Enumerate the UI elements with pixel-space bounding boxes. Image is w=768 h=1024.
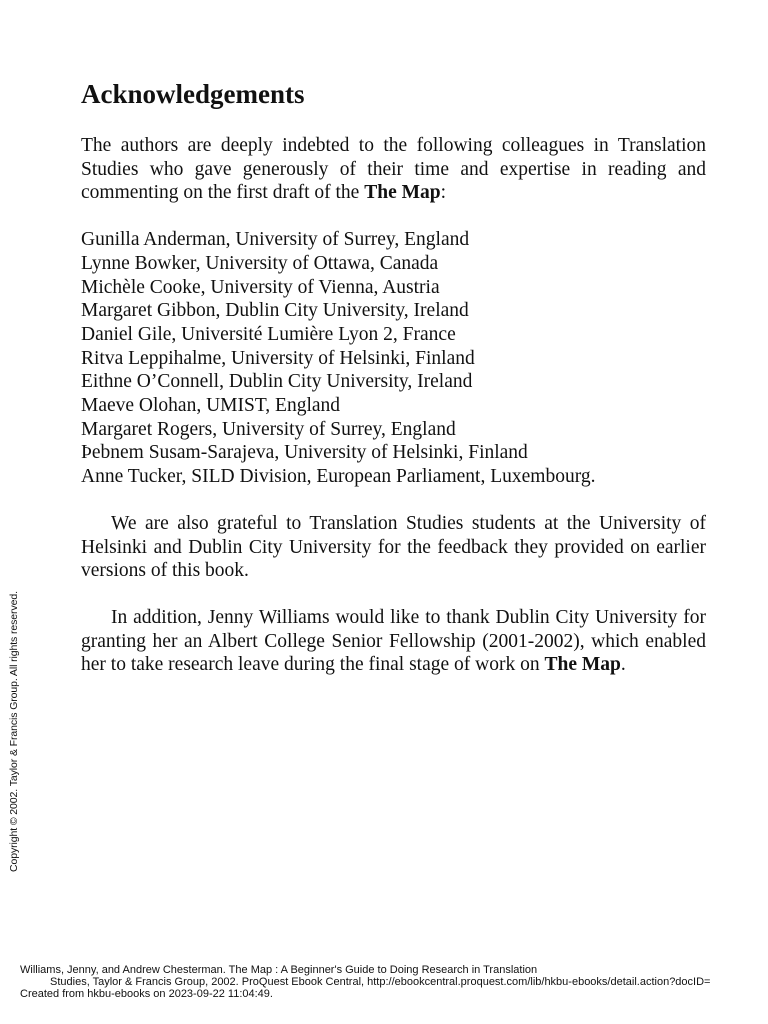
list-item: Maeve Olohan, UMIST, England bbox=[81, 395, 341, 417]
fellowship-text: In addition, Jenny Williams would like to thank Dublin City University for granting her an Albert College Senior Fellowship (2001-2002), which enabled her to take research leave during the final stage of work on bbox=[81, 606, 706, 676]
citation-footer bbox=[20, 964, 768, 1000]
intro-punctuation: : bbox=[440, 182, 447, 204]
list-item: Ritva Leppihalme, University of Helsinki, Finland bbox=[81, 347, 475, 369]
intro-text: The authors are deeply indebted to the following colleagues in Translation Studies who gave generously of their time and expertise in reading and commenting on the first draft of the bbox=[81, 135, 706, 204]
list-item: Lynne Bowker, University of Ottawa, Canada bbox=[81, 252, 439, 274]
colleague-list bbox=[81, 228, 706, 489]
list-item: Gunilla Anderman, University of Surrey, England bbox=[81, 229, 470, 251]
page-body bbox=[81, 78, 706, 677]
book-title-bold: The Map bbox=[364, 182, 441, 204]
fellowship-punctuation: . bbox=[620, 654, 626, 676]
copyright-notice: Copyright © 2002. Taylor & Francis Group. All rights reserved. bbox=[8, 591, 20, 872]
students-paragraph: We are also grateful to Translation Studies students at the University of Helsinki and Dublin City University for the feedback they provided on earlier versions of this book. bbox=[81, 512, 706, 582]
list-item: Margaret Rogers, University of Surrey, England bbox=[81, 418, 456, 440]
list-item: Daniel Gile, Université Lumière Lyon 2, France bbox=[81, 323, 456, 345]
citation-line-1: Williams, Jenny, and Andrew Chesterman. The Map : A Beginner's Guide to Doing Research in Translation bbox=[20, 964, 538, 976]
list-item: Anne Tucker, SILD Division, European Parliament, Luxembourg. bbox=[81, 466, 596, 488]
list-item: Eithne O’Connell, Dublin City University, Ireland bbox=[81, 371, 473, 393]
list-item: Þebnem Susam-Sarajeva, University of Helsinki, Finland bbox=[81, 442, 528, 464]
page-title: Acknowledgements bbox=[81, 79, 305, 109]
list-item: Michèle Cooke, University of Vienna, Austria bbox=[81, 276, 440, 298]
intro-paragraph bbox=[81, 134, 706, 205]
list-item: Margaret Gibbon, Dublin City University, Ireland bbox=[81, 300, 469, 322]
fellowship-paragraph bbox=[81, 606, 706, 677]
citation-line-3: Created from hkbu-ebooks on 2023-09-22 11:04:49. bbox=[20, 988, 273, 1000]
citation-line-2: Studies, Taylor & Francis Group, 2002. ProQuest Ebook Central, http://ebookcentral.proquest.com/lib/hkbu-ebooks/detail.action?docID= bbox=[50, 976, 711, 988]
book-title-bold: The Map bbox=[544, 654, 621, 676]
